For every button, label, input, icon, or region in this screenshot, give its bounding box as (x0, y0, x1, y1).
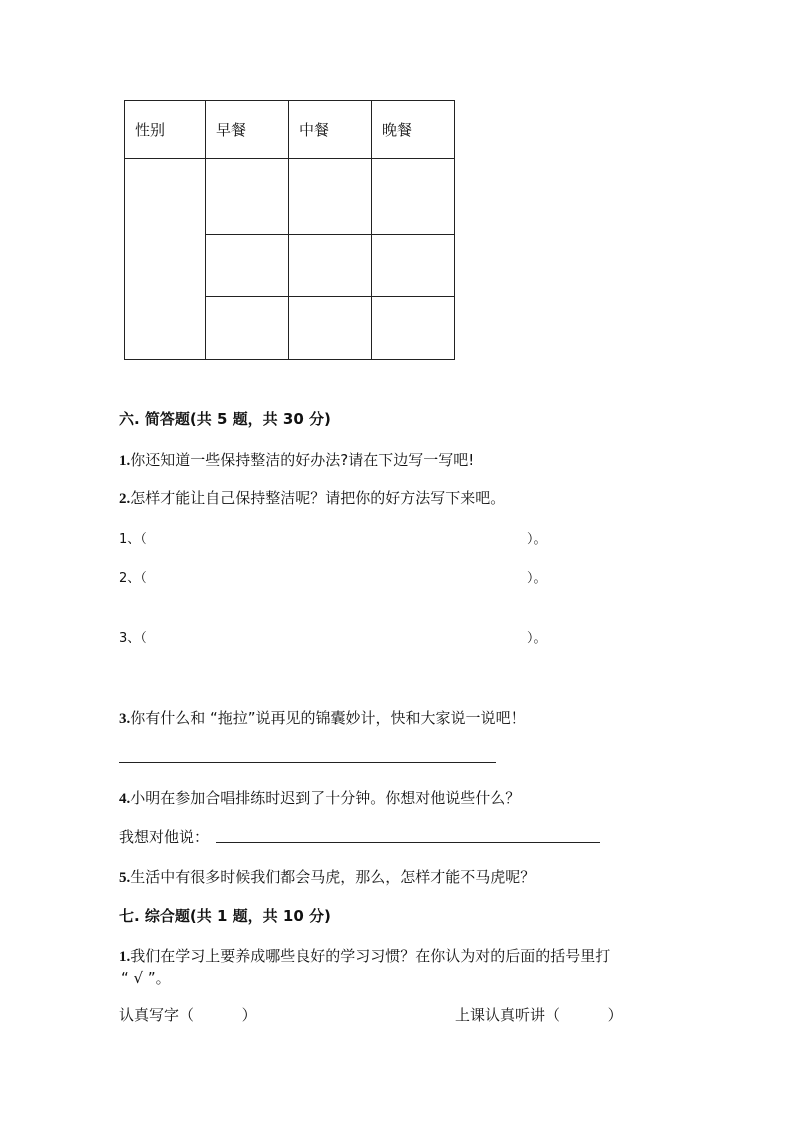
question-text: 生活中有很多时候我们都会马虎，那么，怎样才能不马虎呢？ (130, 868, 536, 886)
habit-option-writing[interactable]: 认真写字（ ） (119, 1006, 257, 1024)
answer-line-3[interactable] (119, 762, 496, 763)
question-text: 你还知道一些保持整洁的好办法?请在下边写一写吧! (130, 451, 475, 469)
question-7-1 (119, 945, 610, 966)
table-cell[interactable] (289, 159, 372, 235)
answer-blank-1-close: ）。 (527, 532, 547, 547)
question-text: 小明在参加合唱排练时迟到了十分钟。你想对他说些什么？ (130, 789, 521, 807)
answer-line-4[interactable] (216, 842, 600, 843)
table-cell[interactable] (372, 297, 455, 360)
question-6-2 (119, 487, 505, 508)
table-header-row (125, 101, 455, 159)
question-number: 2. (119, 491, 131, 507)
header-breakfast: 早餐 (206, 101, 289, 159)
question-6-3 (119, 707, 526, 728)
answer-prompt-4: 我想对他说： (119, 828, 210, 846)
table-cell[interactable] (206, 235, 289, 297)
table-cell[interactable] (372, 235, 455, 297)
question-text: 你有什么和 “拖拉”说再见的锦囊妙计，快和大家说一说吧！ (130, 709, 526, 727)
habit-option-listening[interactable]: 上课认真听讲（ ） (455, 1006, 623, 1024)
section-6-title: 六. 简答题(共 5 题，共 30 分) (119, 410, 331, 428)
question-number: 4. (119, 791, 131, 807)
answer-blank-2-label: 2、（ (119, 571, 147, 586)
question-6-4 (119, 787, 520, 808)
table-cell-gender[interactable] (125, 159, 206, 360)
answer-blank-3[interactable] (160, 623, 525, 645)
header-lunch: 中餐 (289, 101, 372, 159)
table-cell[interactable] (206, 297, 289, 360)
table-cell[interactable] (289, 235, 372, 297)
table-cell[interactable] (289, 297, 372, 360)
answer-blank-1[interactable] (160, 524, 525, 546)
header-dinner: 晚餐 (372, 101, 455, 159)
answer-blank-1-label: 1、（ (119, 532, 147, 547)
table-cell[interactable] (206, 159, 289, 235)
question-number: 3. (119, 711, 131, 727)
question-6-5 (119, 866, 535, 887)
answer-blank-2[interactable] (160, 563, 525, 585)
table-row (125, 159, 455, 235)
question-number: 1. (119, 949, 131, 965)
header-gender: 性别 (125, 101, 206, 159)
question-text: 怎样才能让自己保持整洁呢？请把你的好方法写下来吧。 (130, 489, 506, 507)
answer-blank-3-label: 3、（ (119, 631, 147, 646)
question-7-1-line2: “ √ ”。 (121, 969, 171, 987)
answer-blank-2-close: ）。 (527, 571, 547, 586)
question-number: 5. (119, 870, 131, 886)
question-number: 1. (119, 453, 131, 469)
question-text: 我们在学习上要养成哪些良好的学习习惯？在你认为对的后面的括号里打 (130, 947, 611, 965)
question-6-1 (119, 449, 474, 470)
meal-table (124, 100, 455, 360)
section-7-title: 七. 综合题(共 1 题，共 10 分) (119, 907, 331, 925)
answer-blank-3-close: ）。 (527, 631, 547, 646)
table-cell[interactable] (372, 159, 455, 235)
